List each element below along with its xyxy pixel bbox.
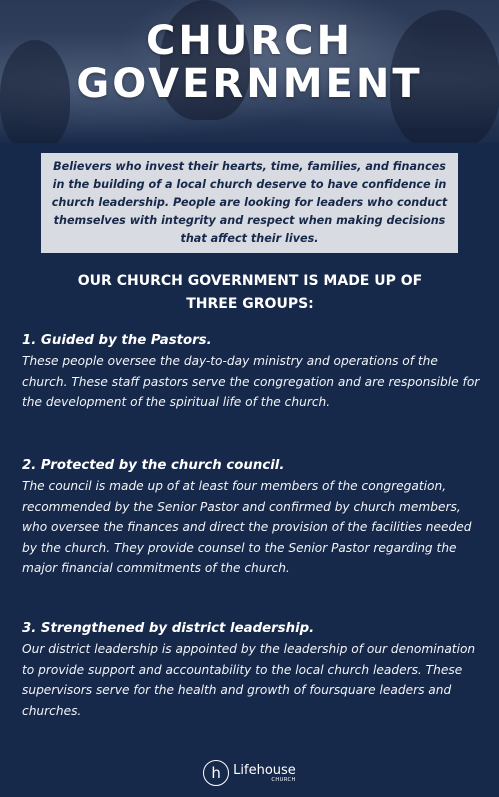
intro-box	[41, 153, 458, 253]
group-description: Our district leadership is appointed by the leadership of our denomination to provide support and accountability to the local church leaders. These supervisors serve for the health and growth of foursquare leaders and churches.	[22, 642, 476, 718]
group-section-pastors	[22, 330, 482, 413]
logo-name: Lifehouse	[233, 762, 296, 778]
section-heading-line-1: OUR CHURCH GOVERNMENT IS MADE UP OF	[77, 273, 423, 289]
group-title: 3. Strengthened by district leadership.	[22, 621, 315, 636]
page-title-line-2: GOVERNMENT	[76, 61, 423, 107]
group-section-council	[22, 455, 482, 579]
page-title-line-1: CHURCH	[146, 18, 353, 64]
section-heading	[40, 270, 460, 316]
page-title	[0, 20, 499, 106]
group-description: The council is made up of at least four members of the congregation, recommended by the Senior Pastor and confirmed by church members, who oversee the finances and direct the provision of the facilities needed by the church. They provide counsel to the Senior Pastor regarding the major financial commitments of the church.	[22, 479, 472, 575]
logo-subtitle: CHURCH	[271, 776, 296, 783]
logo-letter: h	[211, 763, 221, 782]
section-heading-line-2: THREE GROUPS:	[186, 296, 314, 312]
hero-banner	[0, 0, 499, 143]
logo-wordmark	[233, 764, 296, 783]
footer-logo	[0, 760, 499, 786]
group-title: 2. Protected by the church council.	[22, 458, 285, 473]
lifehouse-logo-icon	[203, 760, 229, 786]
intro-text: Believers who invest their hearts, time, families, and finances in the building of a local church deserve to have confidence in church leadership. People are looking for leaders who conduct themselves with integrity and respect when making decisions that affect their lives.	[51, 160, 448, 245]
group-title: 1. Guided by the Pastors.	[22, 333, 212, 348]
group-description: These people oversee the day-to-day ministry and operations of the church. These staff pastors serve the congregation and are responsible for the development of the spiritual life of the church.	[22, 354, 480, 409]
group-section-district	[22, 618, 482, 721]
